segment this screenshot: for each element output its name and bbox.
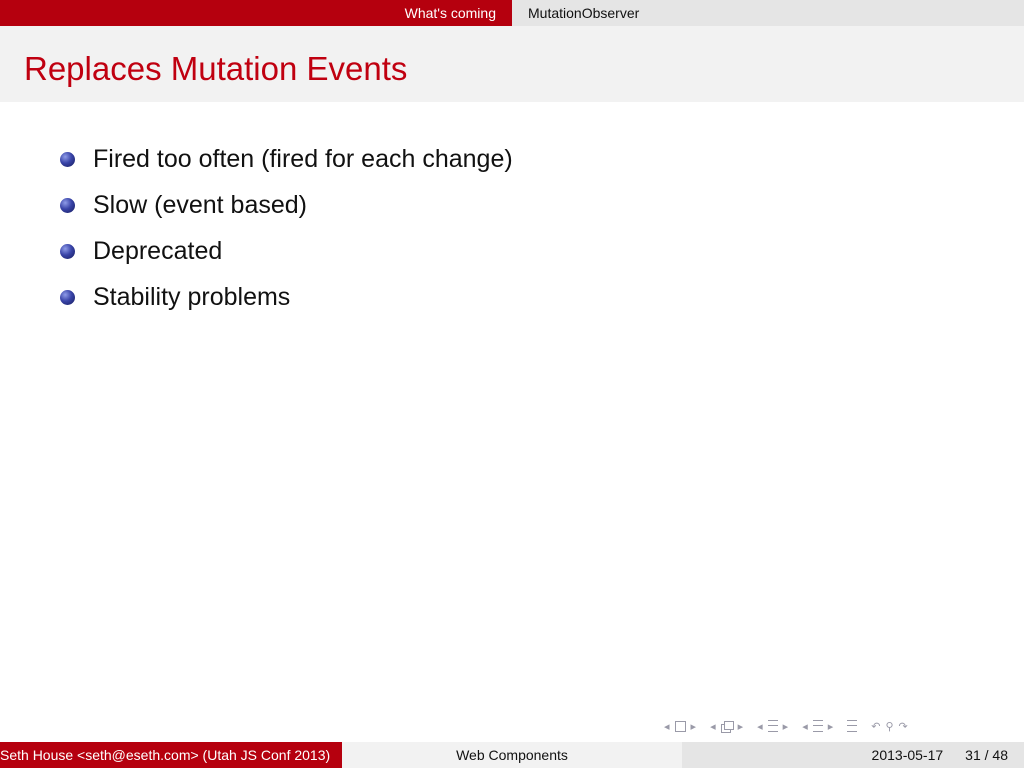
footer-date-page-box (682, 742, 1024, 768)
list-item (60, 182, 513, 228)
footer-author: Seth House <seth@eseth.com> (Utah JS Conf 2013) (0, 747, 331, 763)
footer-title-box (342, 742, 682, 768)
section-prev-arrow-icon[interactable]: ◂ (757, 720, 763, 733)
toc-icon[interactable] (847, 720, 857, 732)
back-icon[interactable]: ↶ (871, 720, 881, 733)
slide-next-arrow-icon[interactable]: ▸ (827, 720, 834, 733)
subsection-icon[interactable] (721, 721, 733, 732)
section-icon[interactable] (768, 720, 778, 732)
footer-page-number: 31 / 48 (965, 747, 1008, 763)
headline-subsection-label[interactable]: MutationObserver (528, 5, 640, 21)
footer-title: Web Components (456, 747, 568, 763)
frame-next-arrow-icon[interactable]: ▸ (690, 720, 697, 733)
list-item (60, 274, 513, 320)
search-icon[interactable]: ⚲ (885, 720, 894, 733)
slide-prev-arrow-icon[interactable]: ◂ (802, 720, 808, 733)
bullet-ball-icon (60, 198, 75, 213)
section-next-arrow-icon[interactable]: ▸ (782, 720, 789, 733)
list-item-text: Deprecated (93, 236, 223, 265)
footer-date: 2013-05-17 (871, 747, 944, 763)
list-item (60, 136, 513, 182)
bullet-ball-icon (60, 290, 75, 305)
footer-author-box (0, 742, 342, 768)
frame-prev-arrow-icon[interactable]: ◂ (664, 720, 670, 733)
forward-icon[interactable]: ↷ (898, 720, 908, 733)
bullet-ball-icon (60, 152, 75, 167)
list-item-text: Slow (event based) (93, 190, 308, 219)
bullet-ball-icon (60, 244, 75, 259)
list-item (60, 228, 513, 274)
headline-subsection[interactable] (512, 0, 1024, 26)
footline (0, 742, 1024, 768)
list-item-text: Fired too often (fired for each change) (93, 144, 513, 173)
subsection-prev-arrow-icon[interactable]: ◂ (710, 720, 716, 733)
frame-title: Replaces Mutation Events (24, 50, 408, 87)
list-item-text: Stability problems (93, 282, 291, 311)
frame-icon[interactable] (675, 721, 686, 732)
subsection-next-arrow-icon[interactable]: ▸ (737, 720, 744, 733)
headline-section[interactable] (0, 0, 512, 26)
frame-title-bar (0, 26, 1024, 102)
bullet-list (60, 136, 513, 320)
presentation-icon[interactable] (813, 720, 823, 732)
headline-section-label[interactable]: What's coming (404, 5, 496, 21)
navigation-symbols (664, 716, 916, 736)
headline (0, 0, 1024, 26)
